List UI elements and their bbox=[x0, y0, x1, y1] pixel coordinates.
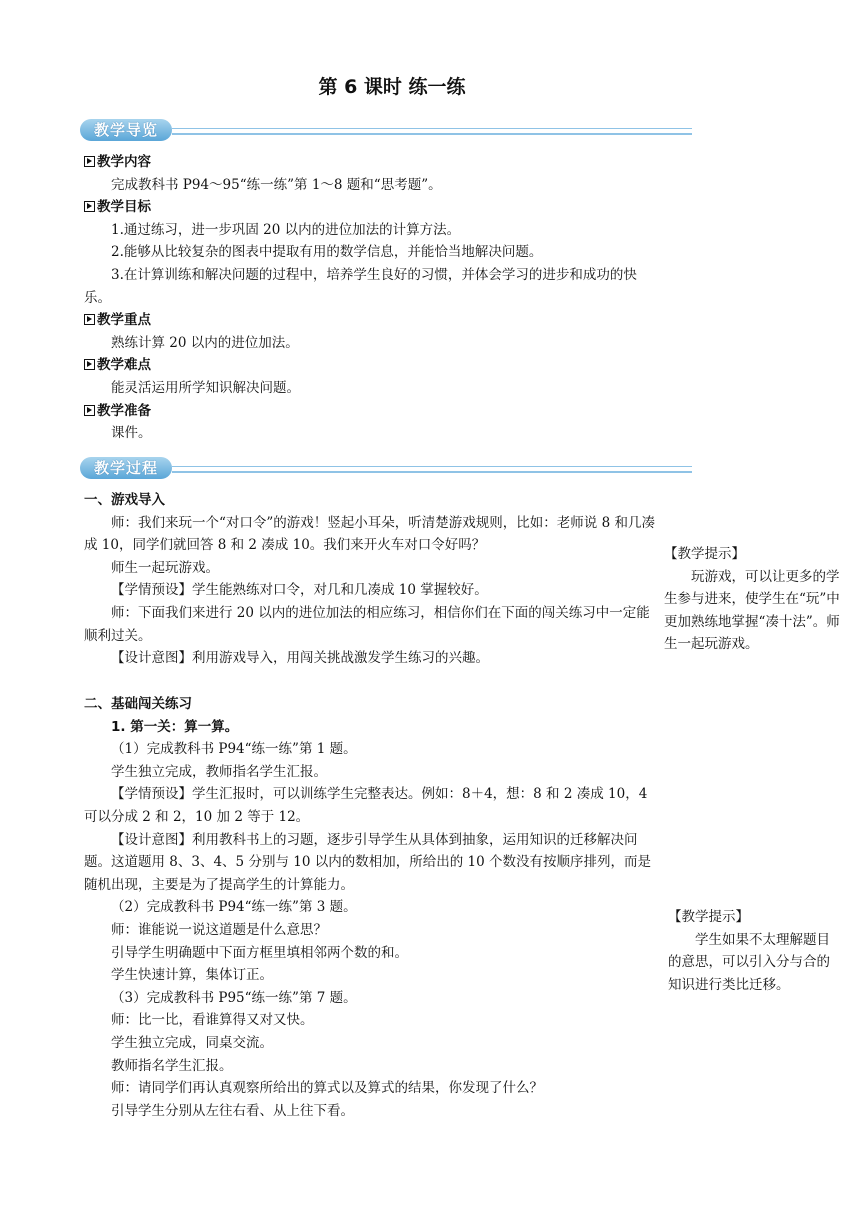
overview-section bbox=[84, 151, 660, 445]
goal-3: 3.在计算训练和解决问题的过程中，培养学生良好的习惯，并体会学习的进步和成功的快乐。 bbox=[84, 266, 637, 306]
tip-label: 【教学提示】 bbox=[668, 909, 749, 925]
paragraph: 【设计意图】利用游戏导入，用闯关挑战激发学生练习的兴趣。 bbox=[111, 650, 489, 667]
tip-text: 玩游戏，可以让更多的学生参与进来，使学生在“玩”中更加熟练地掌握“凑十法”。师生一起玩游戏。 bbox=[664, 568, 840, 653]
heading-key-point: 教学重点 bbox=[84, 309, 660, 332]
paragraph: 学生独立完成，教师指名学生汇报。 bbox=[111, 763, 327, 780]
play-triangle-icon bbox=[84, 314, 95, 325]
tip-label: 【教学提示】 bbox=[664, 546, 745, 562]
play-triangle-icon bbox=[84, 201, 95, 212]
prep-text: 课件。 bbox=[111, 425, 152, 442]
key-point-text: 熟练计算 20 以内的进位加法。 bbox=[111, 334, 299, 351]
content-text: 完成教科书 P94～95“练一练”第 1～8 题和“思考题”。 bbox=[111, 176, 442, 193]
section-heading: 二、基础闯关练习 bbox=[84, 696, 192, 712]
play-triangle-icon bbox=[84, 405, 95, 416]
teaching-tip-2 bbox=[668, 906, 840, 996]
teaching-tip-1 bbox=[664, 543, 840, 656]
heading-difficulty: 教学难点 bbox=[84, 354, 660, 377]
paragraph: 学生独立完成，同桌交流。 bbox=[111, 1034, 273, 1051]
section-banner-overview bbox=[80, 119, 692, 141]
paragraph: 引导学生分别从左往右看、从上往下看。 bbox=[111, 1102, 354, 1119]
paragraph: （3）完成教科书 P95“练一练”第 7 题。 bbox=[111, 989, 357, 1006]
section-heading: 一、游戏导入 bbox=[84, 492, 165, 508]
paragraph: 师：请同学们再认真观察所给出的算式以及算式的结果，你发现了什么？ bbox=[111, 1080, 543, 1097]
difficulty-text: 能灵活运用所学知识解决问题。 bbox=[111, 379, 300, 396]
paragraph: 【设计意图】利用教科书上的习题，逐步引导学生从具体到抽象，运用知识的迁移解决问题。这道题用 8、3、4、5 分别与 10 以内的数相加，所给出的 10 个数没有按顺序排列，而是随机出现，主要是为了提高学生的计算能力。 bbox=[84, 831, 651, 893]
section-banner-process bbox=[80, 457, 692, 479]
banner-label: 教学过程 bbox=[80, 457, 172, 479]
paragraph: 师：比一比，看谁算得又对又快。 bbox=[111, 1012, 314, 1029]
play-triangle-icon bbox=[84, 156, 95, 167]
paragraph: 师：谁能说一说这道题是什么意思？ bbox=[111, 921, 327, 938]
paragraph: 引导学生明确题中下面方框里填相邻两个数的和。 bbox=[111, 944, 408, 961]
play-triangle-icon bbox=[84, 359, 95, 370]
goal-2: 2.能够从比较复杂的图表中提取有用的数学信息，并能恰当地解决问题。 bbox=[111, 244, 543, 261]
heading-prep: 教学准备 bbox=[84, 400, 660, 423]
paragraph: 师：下面我们来进行 20 以内的进位加法的相应练习，相信你们在下面的闯关练习中一定能顺利过关。 bbox=[84, 604, 650, 644]
paragraph: 【学情预设】学生汇报时，可以训练学生完整表达。例如：8＋4，想：8 和 2 凑成 10，4 可以分成 2 和 2，10 加 2 等于 12。 bbox=[84, 786, 648, 825]
subsection-heading: 1. 第一关：算一算。 bbox=[111, 718, 239, 735]
paragraph: 师：我们来玩一个“对口令”的游戏！竖起小耳朵，听清楚游戏规则，比如：老师说 8 和几凑成 10，同学们就回答 8 和 2 凑成 10。我们来开火车对口令好吗？ bbox=[84, 514, 655, 554]
banner-line bbox=[172, 128, 692, 135]
heading-goals: 教学目标 bbox=[84, 196, 660, 219]
paragraph: 师生一起玩游戏。 bbox=[111, 559, 219, 576]
paragraph: 学生快速计算，集体订正。 bbox=[111, 967, 273, 984]
paragraph: 【学情预设】学生能熟练对口令，对几和几凑成 10 掌握较好。 bbox=[111, 582, 488, 599]
paragraph: （2）完成教科书 P94“练一练”第 3 题。 bbox=[111, 899, 357, 916]
banner-label: 教学导览 bbox=[80, 119, 172, 141]
process-section-1 bbox=[84, 489, 660, 670]
banner-line bbox=[172, 466, 692, 473]
goal-1: 1.通过练习，进一步巩固 20 以内的进位加法的计算方法。 bbox=[111, 221, 461, 238]
paragraph: （1）完成教科书 P94“练一练”第 1 题。 bbox=[111, 741, 357, 758]
page-title: 第 6 课时 练一练 bbox=[318, 76, 466, 98]
heading-content: 教学内容 bbox=[84, 151, 660, 174]
paragraph: 教师指名学生汇报。 bbox=[111, 1057, 233, 1074]
tip-text: 学生如果不太理解题目的意思，可以引入分与合的知识进行类比迁移。 bbox=[668, 931, 830, 993]
process-section-2 bbox=[84, 693, 660, 1122]
